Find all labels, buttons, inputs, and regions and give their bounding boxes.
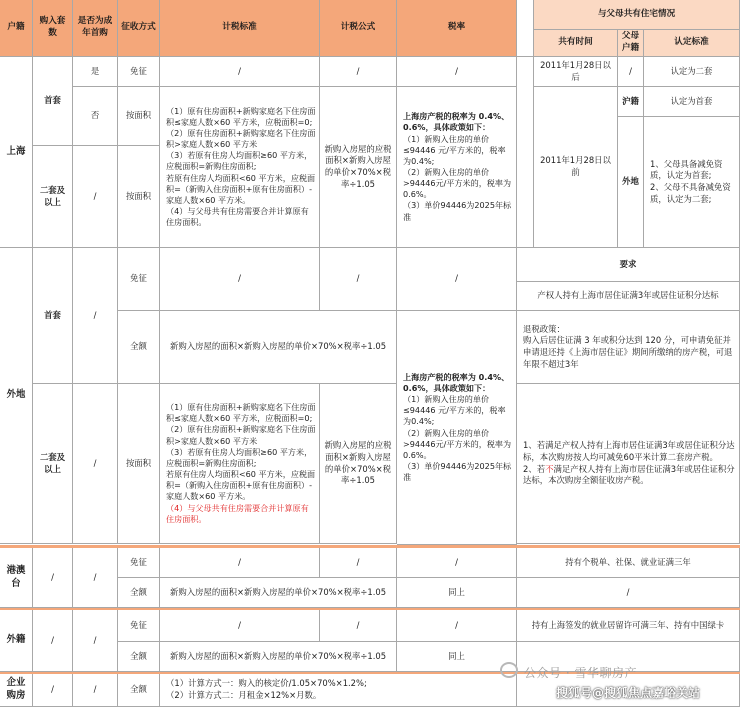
foreign-set: /: [33, 610, 73, 672]
foreign-exempt-formula: /: [320, 610, 397, 642]
header-standard: 计税标准: [160, 0, 320, 57]
hmt-set: /: [33, 548, 73, 608]
header-coown-time: 共有时间: [534, 30, 618, 57]
hmt-first-home: /: [73, 548, 118, 608]
sh-first-set: 首套: [33, 57, 73, 146]
region-enterprise: 企业购房: [0, 674, 33, 707]
out-second-set: 二套及以上: [33, 384, 73, 544]
out-area-formula: 新购入房屋的应税面积×新购入房屋的单价×70%×税率÷1.05: [320, 384, 397, 544]
header-criteria: 认定标准: [644, 30, 740, 57]
enterprise-methods: （1）计算方式一：购入的核定价/1.05×70%×1.2%; （2）计算方式二：月租金×12%×月数。: [160, 674, 517, 707]
out-first-home: /: [73, 248, 118, 384]
foreign-req: 持有上海签发的就业居留许可满三年、持有中国绿卡: [517, 610, 740, 642]
out-second-first-home: /: [73, 384, 118, 544]
foreign-exempt-rate: /: [397, 610, 517, 642]
hmt-exempt-rate: /: [397, 548, 517, 578]
sh-second-method: 按面积: [118, 146, 160, 248]
hmt-full-req: /: [517, 578, 740, 608]
header-rate: 税率: [397, 0, 517, 57]
out-first-full: 全额: [118, 311, 160, 384]
out-first-exempt: 免征: [118, 248, 160, 311]
hmt-exempt-formula: /: [320, 548, 397, 578]
hmt-exempt-standard: /: [160, 548, 320, 578]
out-rate-detail: （1）新购入住房的单价≤94446 元/平方米的，税率为0.4%; （2）新购入住房的单价>94446元/平方米的，税率为0.6%。 （3）单价94446为2025年标准: [403, 394, 512, 483]
sh-hukou-local: 沪籍: [618, 87, 644, 117]
hmt-exempt: 免征: [118, 548, 160, 578]
sh-first-yes-rate: /: [397, 57, 517, 87]
sh-first-yes-method: 免征: [118, 57, 160, 87]
sh-first-yes-standard: /: [160, 57, 320, 87]
foreign-full-rate: 同上: [397, 642, 517, 672]
header-formula: 计税公式: [320, 0, 397, 57]
out-first-exempt-standard: /: [160, 248, 320, 311]
region-shanghai: 上海: [0, 57, 33, 248]
header-set-count: 购入套数: [33, 0, 73, 57]
watermark-logo-icon: [500, 662, 518, 678]
region-hmt: 港澳台: [0, 548, 33, 608]
hmt-full-formula: 新购入房屋的面积×新购入房屋的单价×70%×税率÷1.05: [160, 578, 397, 608]
sh-coown-hukou-after: /: [618, 57, 644, 87]
sh-coown-time-after: 2011年1月28日以后: [534, 57, 618, 87]
header-parent-hukou: 父母户籍: [618, 30, 644, 57]
watermark-sohu: 搜狐号@搜狐焦点嘉峪关站: [556, 686, 701, 700]
foreign-exempt-standard: /: [160, 610, 320, 642]
enterprise-full: 全额: [118, 674, 160, 707]
sh-rate-bold: 上海房产税的税率为 0.4%、0.6%，具体政策如下：: [403, 111, 510, 133]
foreign-full-formula: 新购入房屋的面积×新购入房屋的单价×70%×税率÷1.05: [160, 642, 397, 672]
out-rate-bold: 上海房产税的税率为 0.4%、0.6%，具体政策如下：: [403, 371, 510, 393]
header-gap: [517, 0, 534, 57]
enterprise-set: /: [33, 674, 73, 707]
watermark-wechat: 公众号 · 雪华聊房产: [524, 666, 637, 680]
sh-coown-time-before: 2011年1月28日以前: [534, 87, 618, 248]
header-household: 户籍: [0, 0, 33, 57]
out-standard-red: （4）与父母共有住房需要合并计算原有住房面积。: [166, 502, 309, 524]
out-first-exempt-rate: /: [397, 248, 517, 311]
region-outside: 外地: [0, 248, 33, 544]
header-coown-title: 与父母共有住宅情况: [534, 0, 740, 30]
out-area-standard: [160, 384, 320, 544]
out-standard-text: （1）原有住房面积+新购家庭名下住房面积≤家庭人数×60 平方米，应税面积=0; （2）原有住房面积+新购家庭名下住房面积>家庭人数×60 平方米 （3）若原有住房人均面积≥60 平方米， 应税面积=新购住房面积; 若原有住房人均面积<60 平方米，应税面积=（新购入住房面积+原有住房面积）-家庭人数×60 平方米。: [166, 402, 316, 502]
out-second-method: 按面积: [118, 384, 160, 544]
hmt-req: 持有个税单、社保、就业证满三年: [517, 548, 740, 578]
sh-first-yes: 是: [73, 57, 118, 87]
hmt-full: 全额: [118, 578, 160, 608]
out-req-title: 要求: [517, 248, 740, 282]
out-first-set: 首套: [33, 248, 73, 384]
out-req-text: 产权人持有上海市居住证满3年或居住证积分达标: [517, 282, 740, 311]
sh-gap: [517, 57, 534, 248]
sh-second-first-home: /: [73, 146, 118, 248]
sh-crit-first: 认定为首套: [644, 87, 740, 117]
sh-hukou-other: 外地: [618, 117, 644, 248]
out-note-1: 1、若满足产权人持有上海市居住证满3年或居住证积分达标，本次购房按人均可减免60平米计算二套房产税。: [523, 440, 735, 462]
sh-area-formula: 新购入房屋的应税面积×新购入房屋的单价×70%×税率÷1.05: [320, 87, 397, 248]
foreign-full: 全额: [118, 642, 160, 672]
header-first-home: 是否为成年首购: [73, 0, 118, 57]
out-note-2b: 满足产权人持有上海市居住证满3年或居住证积分达标，本次购房全额征收房产税。: [523, 463, 735, 486]
hmt-full-rate: 同上: [397, 578, 517, 608]
sh-crit-other: 1、父母具备减免资质，认定为首套; 2、父母不具备减免资质，认定为二套;: [644, 117, 740, 248]
sh-rate-detail: （1）新购入住房的单价≤94446 元/平方米的，税率为0.4%; （2）新购入住房的单价>94446元/平方米的，税率为0.6%。 （3）单价94446为2025年标准: [403, 133, 512, 222]
sh-first-no: 否: [73, 87, 118, 146]
out-refund-policy: 退税政策： 购入后居住证满 3 年或积分达到 120 分，可申请免征并申请退还持《上海市居住证》期间所缴纳的房产税，可退年限不超过3年: [517, 311, 740, 384]
foreign-first-home: /: [73, 610, 118, 672]
sh-first-yes-formula: /: [320, 57, 397, 87]
sh-area-standard: （1）原有住房面积+新购家庭名下住房面积≤家庭人数×60 平方米，应税面积=0; （2）原有住房面积+新购家庭名下住房面积>家庭人数×60 平方米 （3）若原有住房人均面积≥60 平方米， 应税面积=新购住房面积; 若原有住房人均面积<60 平方米，应税面积=（新购入住房面积+原有住房面积）-家庭人数×60 平方米。 （4）与父母共有住房需要合并计算原有住房面积。: [160, 87, 320, 248]
out-second-note: [517, 384, 740, 544]
out-first-full-formula: 新购入房屋的面积×新购入房屋的单价×70%×税率÷1.05: [160, 311, 397, 384]
region-foreign: 外籍: [0, 610, 33, 672]
foreign-exempt: 免征: [118, 610, 160, 642]
out-note-2red: 不: [545, 463, 554, 474]
out-rate: [397, 311, 517, 545]
enterprise-first-home: /: [73, 674, 118, 707]
sh-crit-second: 认定为二套: [644, 57, 740, 87]
sh-first-no-method: 按面积: [118, 87, 160, 146]
sh-area-rate: [397, 87, 517, 248]
out-first-exempt-formula: /: [320, 248, 397, 311]
header-method: 征收方式: [118, 0, 160, 57]
out-note-2a: 2、若: [523, 463, 546, 474]
sh-second-set: 二套及以上: [33, 146, 73, 248]
